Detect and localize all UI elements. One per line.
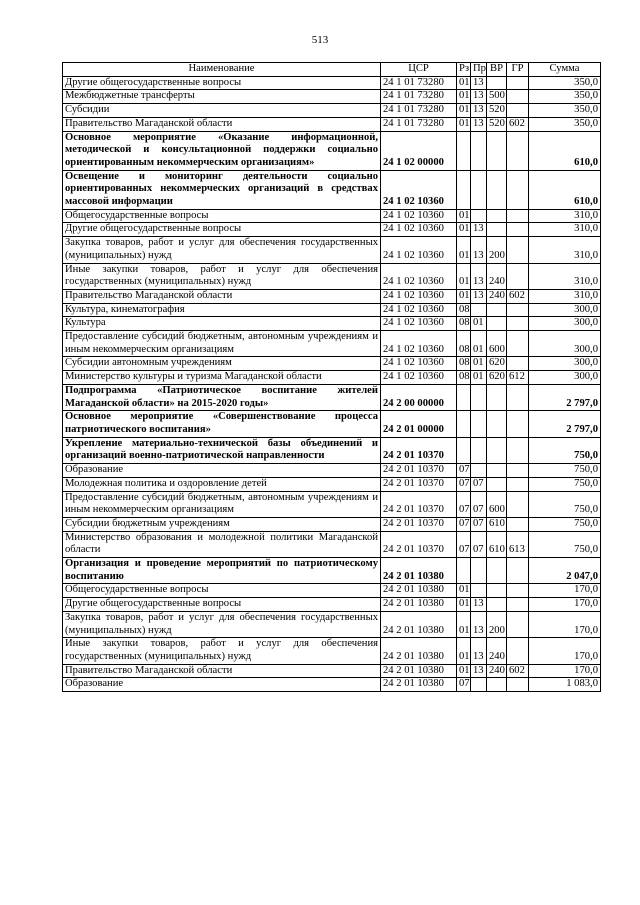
cell-pr — [471, 131, 487, 170]
cell-csr: 24 2 00 00000 — [381, 384, 457, 410]
cell-pr: 13 — [471, 664, 487, 678]
cell-vr — [487, 464, 507, 478]
table-row — [63, 303, 601, 317]
table-row — [63, 170, 601, 209]
cell-gr — [507, 477, 529, 491]
cell-csr: 24 1 02 10360 — [381, 303, 457, 317]
cell-gr — [507, 411, 529, 437]
cell-vr: 610 — [487, 517, 507, 531]
cell-vr — [487, 558, 507, 584]
cell-sum: 170,0 — [529, 598, 601, 612]
cell-sum: 610,0 — [529, 170, 601, 209]
cell-pr — [471, 464, 487, 478]
header-pr: Пр — [471, 63, 487, 77]
cell-pr — [471, 209, 487, 223]
cell-sum: 170,0 — [529, 611, 601, 637]
cell-rz: 07 — [457, 678, 471, 692]
cell-pr: 13 — [471, 117, 487, 131]
table-row — [63, 477, 601, 491]
table-row — [63, 209, 601, 223]
cell-sum: 310,0 — [529, 263, 601, 289]
cell-rz: 08 — [457, 357, 471, 371]
cell-gr — [507, 263, 529, 289]
cell-vr — [487, 131, 507, 170]
cell-sum: 350,0 — [529, 76, 601, 90]
cell-gr: 602 — [507, 664, 529, 678]
cell-gr: 613 — [507, 531, 529, 557]
cell-sum: 750,0 — [529, 464, 601, 478]
cell-vr — [487, 170, 507, 209]
cell-gr — [507, 437, 529, 463]
cell-vr — [487, 317, 507, 331]
cell-rz — [457, 558, 471, 584]
cell-name: Общегосударственные вопросы — [63, 209, 381, 223]
cell-name: Межбюджетные трансферты — [63, 90, 381, 104]
table-row — [63, 90, 601, 104]
cell-name: Другие общегосударственные вопросы — [63, 76, 381, 90]
cell-sum: 610,0 — [529, 131, 601, 170]
cell-vr: 620 — [487, 371, 507, 385]
cell-sum: 300,0 — [529, 371, 601, 385]
cell-vr — [487, 437, 507, 463]
cell-gr — [507, 464, 529, 478]
cell-pr: 07 — [471, 517, 487, 531]
cell-pr: 07 — [471, 491, 487, 517]
cell-gr — [507, 357, 529, 371]
cell-vr: 240 — [487, 664, 507, 678]
cell-name: Основное мероприятие «Оказание информационной, методической и консультационной поддержки социально ориентированным некоммерческим организациям» — [63, 131, 381, 170]
cell-sum: 750,0 — [529, 477, 601, 491]
cell-gr — [507, 611, 529, 637]
cell-pr: 13 — [471, 237, 487, 263]
cell-pr — [471, 170, 487, 209]
cell-gr — [507, 331, 529, 357]
cell-gr — [507, 237, 529, 263]
cell-csr: 24 1 02 10360 — [381, 209, 457, 223]
cell-vr — [487, 223, 507, 237]
cell-rz: 07 — [457, 491, 471, 517]
cell-vr — [487, 411, 507, 437]
cell-name: Иные закупки товаров, работ и услуг для обеспечения государственных (муниципальных) нужд — [63, 638, 381, 664]
cell-pr — [471, 411, 487, 437]
cell-csr: 24 1 01 73280 — [381, 117, 457, 131]
cell-vr: 240 — [487, 289, 507, 303]
cell-csr: 24 2 01 10370 — [381, 464, 457, 478]
cell-name: Другие общегосударственные вопросы — [63, 598, 381, 612]
cell-pr — [471, 303, 487, 317]
cell-csr: 24 2 01 10370 — [381, 437, 457, 463]
cell-sum: 300,0 — [529, 357, 601, 371]
cell-pr: 13 — [471, 104, 487, 118]
cell-csr: 24 2 01 10380 — [381, 638, 457, 664]
cell-rz: 01 — [457, 104, 471, 118]
table-row — [63, 263, 601, 289]
cell-sum: 2 797,0 — [529, 384, 601, 410]
cell-rz: 08 — [457, 303, 471, 317]
cell-pr: 01 — [471, 317, 487, 331]
cell-vr — [487, 76, 507, 90]
cell-rz: 08 — [457, 371, 471, 385]
cell-csr: 24 1 02 10360 — [381, 371, 457, 385]
cell-gr — [507, 558, 529, 584]
cell-name: Закупка товаров, работ и услуг для обеспечения государственных (муниципальных) нужд — [63, 611, 381, 637]
cell-rz: 07 — [457, 464, 471, 478]
cell-rz: 07 — [457, 517, 471, 531]
cell-sum: 300,0 — [529, 317, 601, 331]
table-row — [63, 223, 601, 237]
table-row — [63, 664, 601, 678]
cell-pr: 13 — [471, 638, 487, 664]
cell-sum: 310,0 — [529, 237, 601, 263]
cell-vr: 600 — [487, 491, 507, 517]
cell-gr — [507, 303, 529, 317]
cell-pr: 01 — [471, 371, 487, 385]
table-row — [63, 638, 601, 664]
cell-name: Организация и проведение мероприятий по патриотическому воспитанию — [63, 558, 381, 584]
cell-name: Культура, кинематография — [63, 303, 381, 317]
cell-pr — [471, 678, 487, 692]
table-row — [63, 76, 601, 90]
cell-csr: 24 2 01 10370 — [381, 477, 457, 491]
cell-csr: 24 2 01 10380 — [381, 678, 457, 692]
cell-name: Молодежная политика и оздоровление детей — [63, 477, 381, 491]
cell-vr — [487, 477, 507, 491]
cell-gr: 602 — [507, 289, 529, 303]
cell-gr — [507, 598, 529, 612]
table-row — [63, 289, 601, 303]
cell-csr: 24 2 01 10370 — [381, 491, 457, 517]
cell-vr — [487, 584, 507, 598]
table-row — [63, 117, 601, 131]
table-row — [63, 491, 601, 517]
cell-vr: 520 — [487, 104, 507, 118]
cell-pr — [471, 584, 487, 598]
cell-pr: 13 — [471, 90, 487, 104]
cell-gr — [507, 223, 529, 237]
cell-sum: 310,0 — [529, 223, 601, 237]
table-row — [63, 131, 601, 170]
cell-csr: 24 2 01 00000 — [381, 411, 457, 437]
cell-sum: 350,0 — [529, 104, 601, 118]
cell-sum: 170,0 — [529, 664, 601, 678]
cell-rz: 01 — [457, 223, 471, 237]
cell-sum: 300,0 — [529, 331, 601, 357]
cell-gr — [507, 384, 529, 410]
table-row — [63, 531, 601, 557]
cell-pr — [471, 558, 487, 584]
cell-name: Подпрограмма «Патриотическое воспитание жителей Магаданской области» на 2015-2020 годы» — [63, 384, 381, 410]
cell-name: Культура — [63, 317, 381, 331]
cell-csr: 24 1 02 10360 — [381, 317, 457, 331]
table-row — [63, 331, 601, 357]
header-name: Наименование — [63, 63, 381, 77]
header-rz: Рз — [457, 63, 471, 77]
table-row — [63, 237, 601, 263]
cell-pr: 01 — [471, 331, 487, 357]
cell-csr: 24 1 01 73280 — [381, 104, 457, 118]
cell-rz: 01 — [457, 117, 471, 131]
cell-gr — [507, 104, 529, 118]
cell-vr — [487, 598, 507, 612]
cell-gr — [507, 209, 529, 223]
cell-sum: 750,0 — [529, 491, 601, 517]
header-vr: ВР — [487, 63, 507, 77]
cell-name: Освещение и мониторинг деятельности социально ориентированных некоммерческих организаций в средствах массовой информации — [63, 170, 381, 209]
cell-rz: 01 — [457, 664, 471, 678]
cell-vr: 500 — [487, 90, 507, 104]
cell-rz: 08 — [457, 317, 471, 331]
table-row — [63, 371, 601, 385]
cell-rz: 01 — [457, 209, 471, 223]
cell-csr: 24 1 02 10360 — [381, 223, 457, 237]
cell-rz: 01 — [457, 90, 471, 104]
cell-name: Правительство Магаданской области — [63, 117, 381, 131]
cell-vr — [487, 303, 507, 317]
cell-rz: 07 — [457, 531, 471, 557]
cell-name: Образование — [63, 678, 381, 692]
cell-csr: 24 2 01 10380 — [381, 584, 457, 598]
table-row — [63, 384, 601, 410]
cell-rz: 01 — [457, 237, 471, 263]
cell-rz — [457, 411, 471, 437]
table-row — [63, 678, 601, 692]
cell-rz — [457, 437, 471, 463]
cell-sum: 170,0 — [529, 584, 601, 598]
cell-sum: 350,0 — [529, 117, 601, 131]
cell-gr: 612 — [507, 371, 529, 385]
cell-csr: 24 2 01 10380 — [381, 664, 457, 678]
table-row — [63, 611, 601, 637]
cell-rz: 01 — [457, 263, 471, 289]
cell-sum: 1 083,0 — [529, 678, 601, 692]
cell-name: Правительство Магаданской области — [63, 664, 381, 678]
cell-vr: 620 — [487, 357, 507, 371]
cell-gr — [507, 76, 529, 90]
cell-gr — [507, 638, 529, 664]
cell-name: Закупка товаров, работ и услуг для обеспечения государственных (муниципальных) нужд — [63, 237, 381, 263]
cell-name: Иные закупки товаров, работ и услуг для обеспечения государственных (муниципальных) нужд — [63, 263, 381, 289]
cell-rz: 01 — [457, 289, 471, 303]
cell-gr — [507, 491, 529, 517]
cell-pr — [471, 384, 487, 410]
cell-csr: 24 2 01 10380 — [381, 558, 457, 584]
cell-csr: 24 1 02 10360 — [381, 331, 457, 357]
cell-gr — [507, 678, 529, 692]
header-gr: ГР — [507, 63, 529, 77]
cell-csr: 24 1 02 10360 — [381, 263, 457, 289]
cell-csr: 24 2 01 10370 — [381, 531, 457, 557]
table-header-row — [63, 63, 601, 77]
cell-pr: 07 — [471, 531, 487, 557]
cell-gr — [507, 170, 529, 209]
cell-name: Министерство культуры и туризма Магаданской области — [63, 371, 381, 385]
table-row — [63, 357, 601, 371]
cell-csr: 24 2 01 10380 — [381, 598, 457, 612]
cell-sum: 170,0 — [529, 638, 601, 664]
table-row — [63, 437, 601, 463]
table-row — [63, 317, 601, 331]
cell-pr: 13 — [471, 289, 487, 303]
table-row — [63, 464, 601, 478]
cell-name: Субсидии автономным учреждениям — [63, 357, 381, 371]
cell-vr: 610 — [487, 531, 507, 557]
cell-gr — [507, 131, 529, 170]
cell-vr: 600 — [487, 331, 507, 357]
cell-pr: 01 — [471, 357, 487, 371]
cell-rz — [457, 384, 471, 410]
table-row — [63, 598, 601, 612]
cell-rz: 01 — [457, 76, 471, 90]
cell-sum: 300,0 — [529, 303, 601, 317]
cell-csr: 24 1 01 73280 — [381, 76, 457, 90]
cell-sum: 750,0 — [529, 531, 601, 557]
cell-csr: 24 1 02 10360 — [381, 289, 457, 303]
cell-name: Другие общегосударственные вопросы — [63, 223, 381, 237]
cell-sum: 310,0 — [529, 209, 601, 223]
cell-gr — [507, 317, 529, 331]
cell-csr: 24 2 01 10370 — [381, 517, 457, 531]
table-row — [63, 558, 601, 584]
cell-csr: 24 1 02 00000 — [381, 131, 457, 170]
cell-vr — [487, 384, 507, 410]
cell-vr: 200 — [487, 237, 507, 263]
cell-name: Предоставление субсидий бюджетным, автономным учреждениям и иным некоммерческим организациям — [63, 331, 381, 357]
cell-csr: 24 1 02 10360 — [381, 170, 457, 209]
cell-pr: 13 — [471, 76, 487, 90]
cell-sum: 750,0 — [529, 517, 601, 531]
cell-csr: 24 1 01 73280 — [381, 90, 457, 104]
table-row — [63, 104, 601, 118]
cell-name: Субсидии бюджетным учреждениям — [63, 517, 381, 531]
cell-rz: 01 — [457, 611, 471, 637]
cell-vr: 200 — [487, 611, 507, 637]
cell-sum: 750,0 — [529, 437, 601, 463]
page-number: 513 — [311, 34, 329, 46]
table-row — [63, 517, 601, 531]
cell-pr: 13 — [471, 598, 487, 612]
table-row — [63, 411, 601, 437]
cell-gr — [507, 517, 529, 531]
cell-name: Образование — [63, 464, 381, 478]
cell-name: Укрепление материально-технической базы объединений и организаций военно-патриотической направленности — [63, 437, 381, 463]
cell-sum: 350,0 — [529, 90, 601, 104]
cell-pr: 07 — [471, 477, 487, 491]
cell-name: Правительство Магаданской области — [63, 289, 381, 303]
cell-name: Общегосударственные вопросы — [63, 584, 381, 598]
cell-gr — [507, 584, 529, 598]
cell-sum: 2 047,0 — [529, 558, 601, 584]
cell-name: Министерство образования и молодежной политики Магаданской области — [63, 531, 381, 557]
cell-pr — [471, 437, 487, 463]
cell-sum: 2 797,0 — [529, 411, 601, 437]
cell-pr: 13 — [471, 223, 487, 237]
cell-sum: 310,0 — [529, 289, 601, 303]
cell-pr: 13 — [471, 263, 487, 289]
cell-csr: 24 2 01 10380 — [381, 611, 457, 637]
cell-vr — [487, 209, 507, 223]
cell-csr: 24 1 02 10360 — [381, 357, 457, 371]
cell-vr: 240 — [487, 638, 507, 664]
cell-name: Субсидии — [63, 104, 381, 118]
cell-rz: 08 — [457, 331, 471, 357]
cell-gr — [507, 90, 529, 104]
table-row — [63, 584, 601, 598]
cell-rz: 01 — [457, 584, 471, 598]
header-sum: Сумма — [529, 63, 601, 77]
cell-vr — [487, 678, 507, 692]
cell-rz: 01 — [457, 598, 471, 612]
budget-table — [62, 62, 601, 692]
cell-rz: 01 — [457, 638, 471, 664]
cell-rz: 07 — [457, 477, 471, 491]
header-csr: ЦСР — [381, 63, 457, 77]
cell-gr: 602 — [507, 117, 529, 131]
table-body — [63, 76, 601, 691]
cell-rz — [457, 170, 471, 209]
cell-vr: 240 — [487, 263, 507, 289]
cell-vr: 520 — [487, 117, 507, 131]
cell-csr: 24 1 02 10360 — [381, 237, 457, 263]
cell-name: Предоставление субсидий бюджетным, автономным учреждениям и иным некоммерческим организациям — [63, 491, 381, 517]
cell-pr: 13 — [471, 611, 487, 637]
cell-rz — [457, 131, 471, 170]
cell-name: Основное мероприятие «Совершенствование процесса патриотического воспитания» — [63, 411, 381, 437]
